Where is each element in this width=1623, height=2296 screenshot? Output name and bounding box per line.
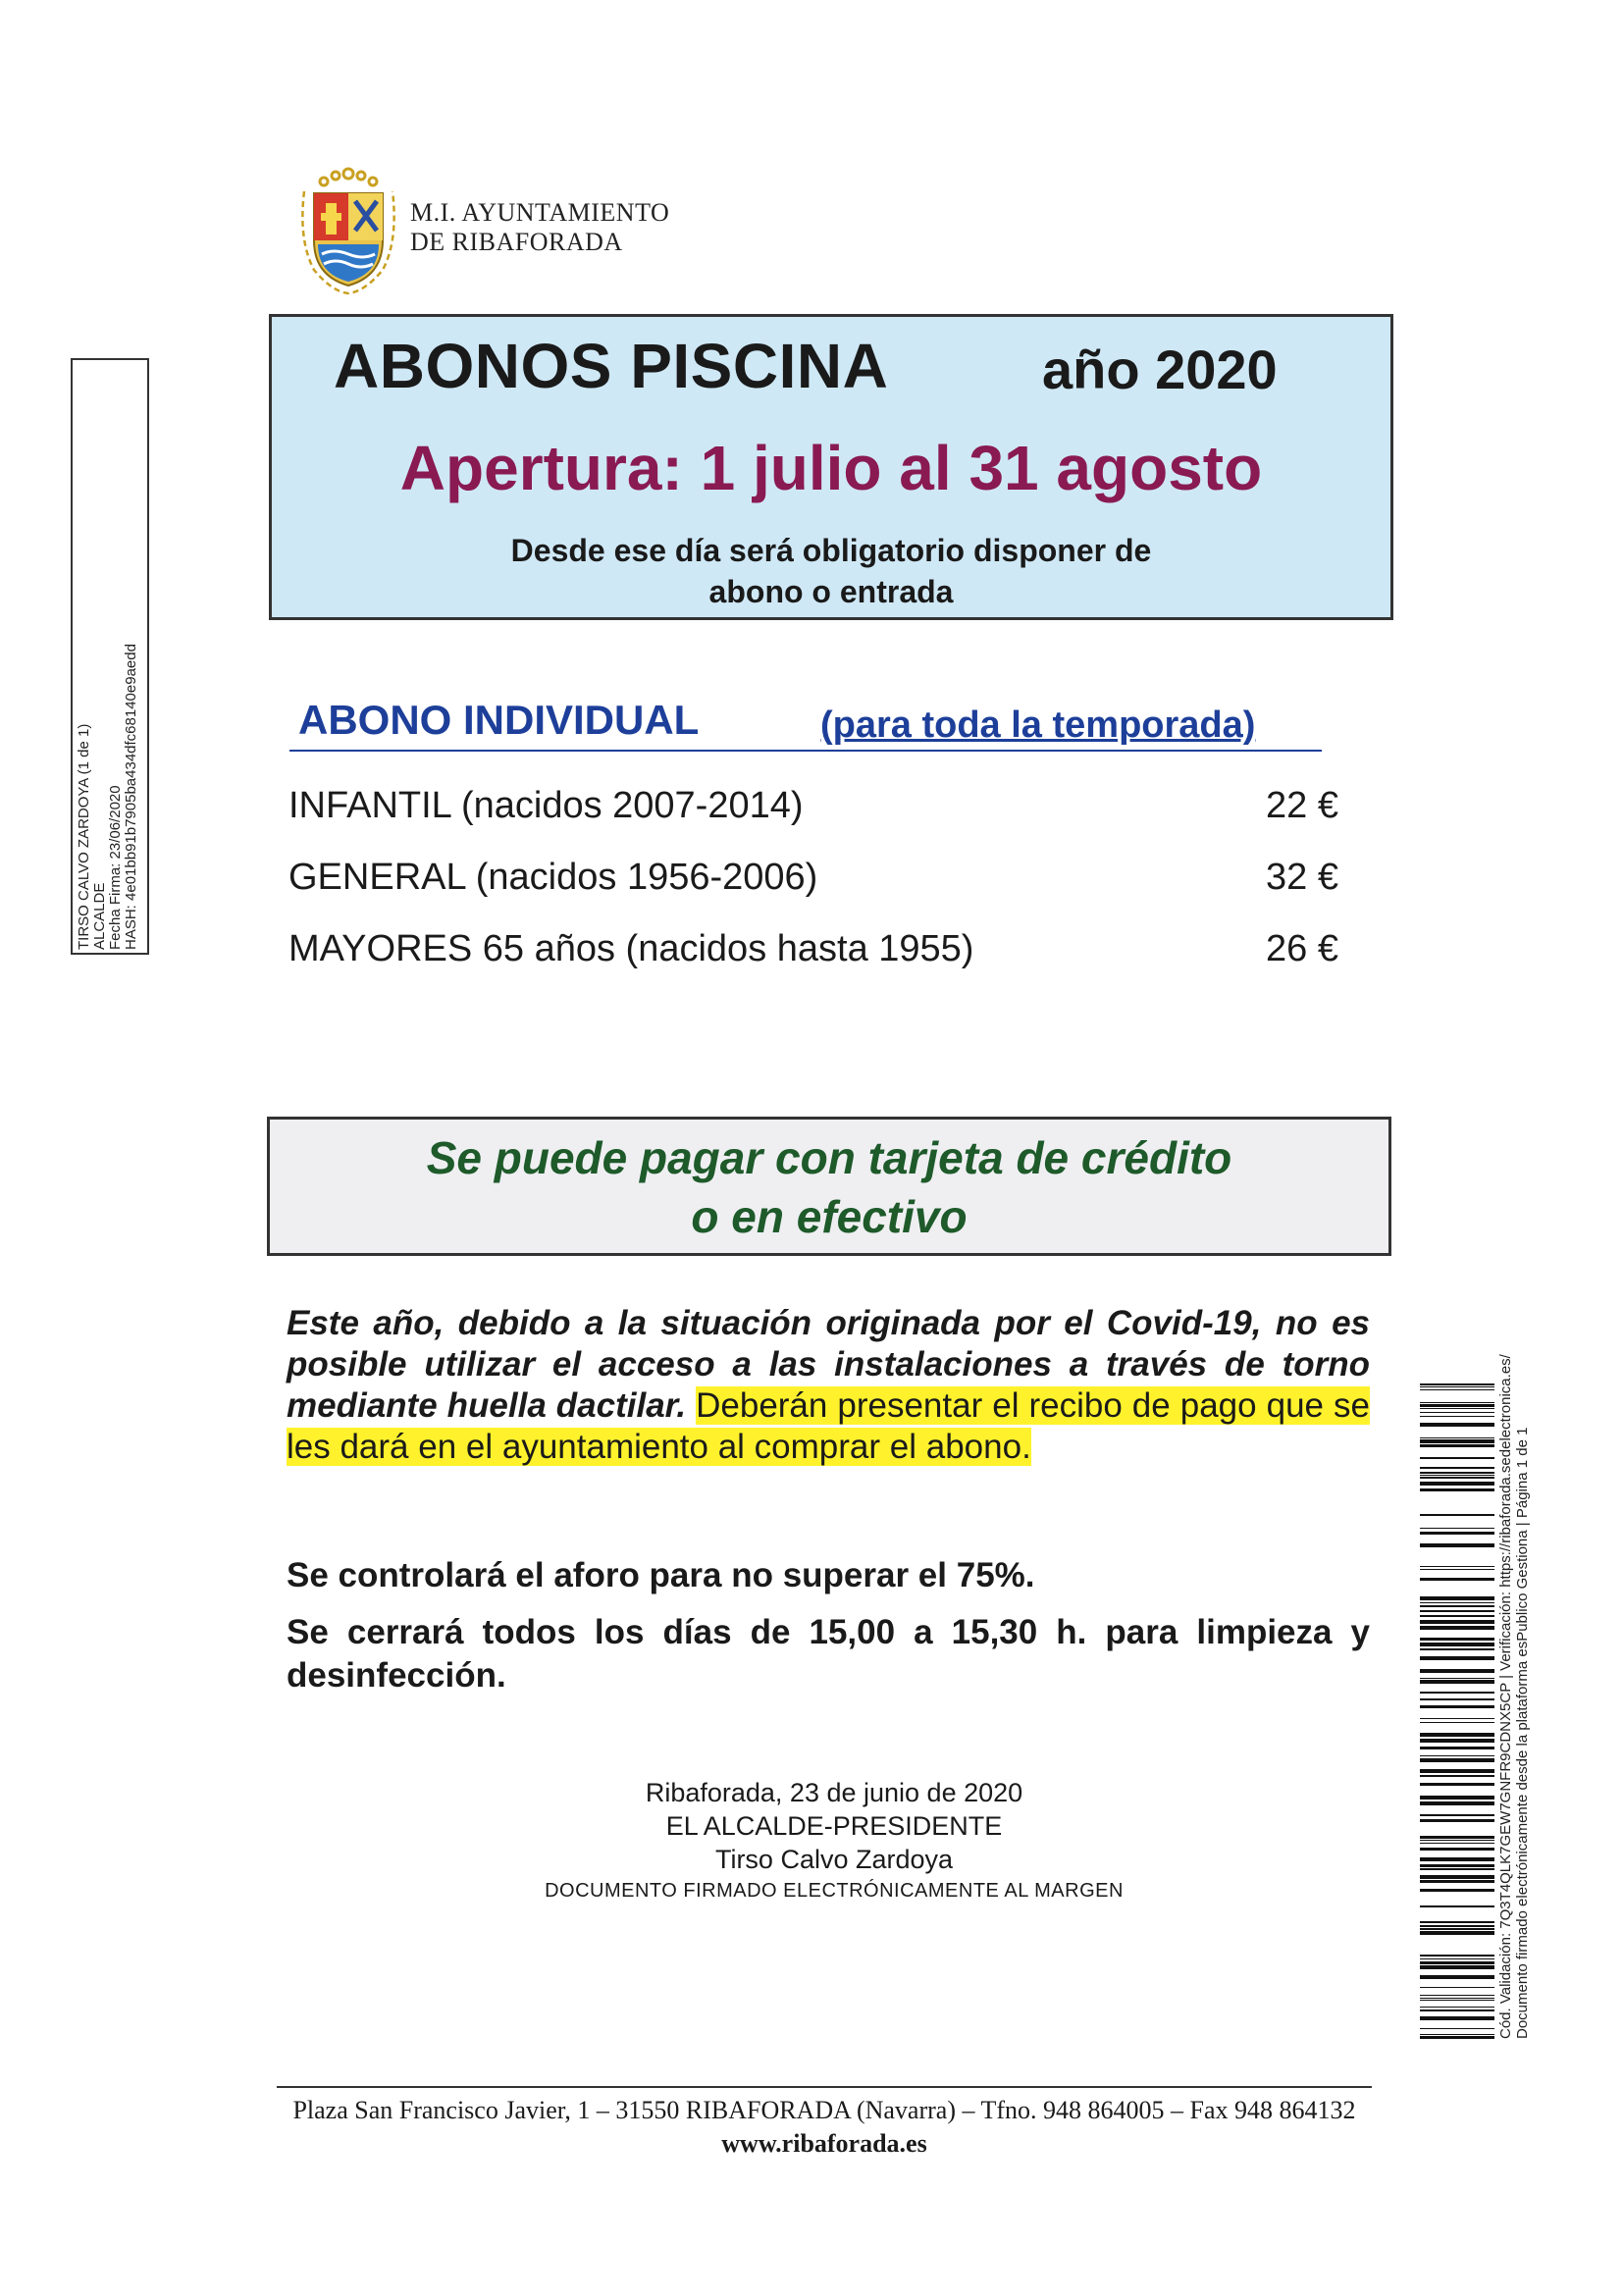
price-row-mayores bbox=[288, 928, 1338, 977]
stamp-line-4: HASH: 4e01bb91b7905ba434dfc68140e9aedd bbox=[123, 644, 139, 950]
signature-stamp-text bbox=[77, 365, 145, 950]
signer-role: EL ALCALDE-PRESIDENTE bbox=[665, 1811, 1003, 1841]
abono-heading: ABONO INDIVIDUAL bbox=[298, 697, 700, 743]
highlight-text: Deberán presentar el recibo de pago que se les dará en el ayuntamiento al comprar el abono. bbox=[287, 1386, 1370, 1466]
covid-paragraph bbox=[287, 1303, 1370, 1468]
payment-line-2: o en efectivo bbox=[691, 1191, 968, 1242]
stamp-line-3: Fecha Firma: 23/06/2020 bbox=[107, 785, 124, 950]
barcode-icon bbox=[1420, 1383, 1494, 2039]
footer-website: www.ribaforada.es bbox=[721, 2129, 927, 2158]
price-row-infantil bbox=[288, 785, 1338, 834]
stamp-line-2: ALCALDE bbox=[91, 882, 108, 950]
abono-underline bbox=[289, 750, 1322, 752]
verification-text bbox=[1497, 1354, 1531, 2039]
org-line-2: DE RIBAFORADA bbox=[410, 228, 623, 256]
signer-name: Tirso Calvo Zardoya bbox=[714, 1845, 954, 1874]
stamp-line-1: TIRSO CALVO ZARDOYA (1 de 1) bbox=[76, 723, 92, 950]
place-date: Ribaforada, 23 de junio de 2020 bbox=[645, 1778, 1023, 1807]
cierre-text: Se cerrará todos los días de 15,00 a 15,30 h. para limpieza y desinfección. bbox=[287, 1613, 1370, 1695]
price-value: 32 € bbox=[1266, 857, 1338, 898]
opening-dates: Apertura: 1 julio al 31 agosto bbox=[399, 433, 1263, 503]
title-notice bbox=[269, 530, 1393, 612]
price-value: 22 € bbox=[1266, 785, 1338, 826]
signature-block bbox=[451, 1776, 1217, 1905]
price-value: 26 € bbox=[1266, 928, 1338, 969]
verification-line-2: Documento firmado electrónicamente desde la plataforma esPublico Gestiona | Página 1 de 1 bbox=[1514, 1427, 1531, 2039]
price-label: MAYORES 65 años (nacidos hasta 1955) bbox=[288, 928, 974, 969]
covid-text: Este año, debido a la situación originada por el Covid-19, no es posible utilizar el acceso a las instalaciones a través de torno mediante huella dactilar. bbox=[287, 1304, 1370, 1425]
title-year: año 2020 bbox=[1042, 339, 1278, 400]
footer-address: Plaza San Francisco Javier, 1 – 31550 RIBAFORADA (Navarra) – Tfno. 948 864005 – Fax 948 864132 bbox=[292, 2096, 1356, 2124]
page-title: ABONOS PISCINA bbox=[334, 331, 889, 401]
aforo-text: Se controlará el aforo para no superar el 75%. bbox=[287, 1556, 1035, 1594]
payment-text bbox=[267, 1128, 1391, 1246]
footer-divider bbox=[277, 2086, 1372, 2088]
notice-line-2: abono o entrada bbox=[708, 574, 954, 609]
coat-of-arms-icon bbox=[294, 162, 402, 299]
price-row-general bbox=[288, 857, 1338, 906]
abono-subheading: (para toda la temporada) bbox=[820, 704, 1256, 746]
verification-line-1: Cód. Validación: 7Q3T4QLK7GEW7GNFR9CDNX5CP | Verificación: https://ribaforada.sedelectronica.es/ bbox=[1497, 1354, 1514, 2039]
signature-note: DOCUMENTO FIRMADO ELECTRÓNICAMENTE AL MARGEN bbox=[545, 1880, 1124, 1902]
notice-line-1: Desde ese día será obligatorio disponer de bbox=[510, 533, 1152, 568]
organization-name bbox=[410, 198, 669, 257]
payment-line-1: Se puede pagar con tarjeta de crédito bbox=[426, 1132, 1232, 1183]
price-label: INFANTIL (nacidos 2007-2014) bbox=[288, 785, 804, 826]
org-line-1: M.I. AYUNTAMIENTO bbox=[410, 198, 670, 227]
price-label: GENERAL (nacidos 1956-2006) bbox=[288, 857, 818, 898]
